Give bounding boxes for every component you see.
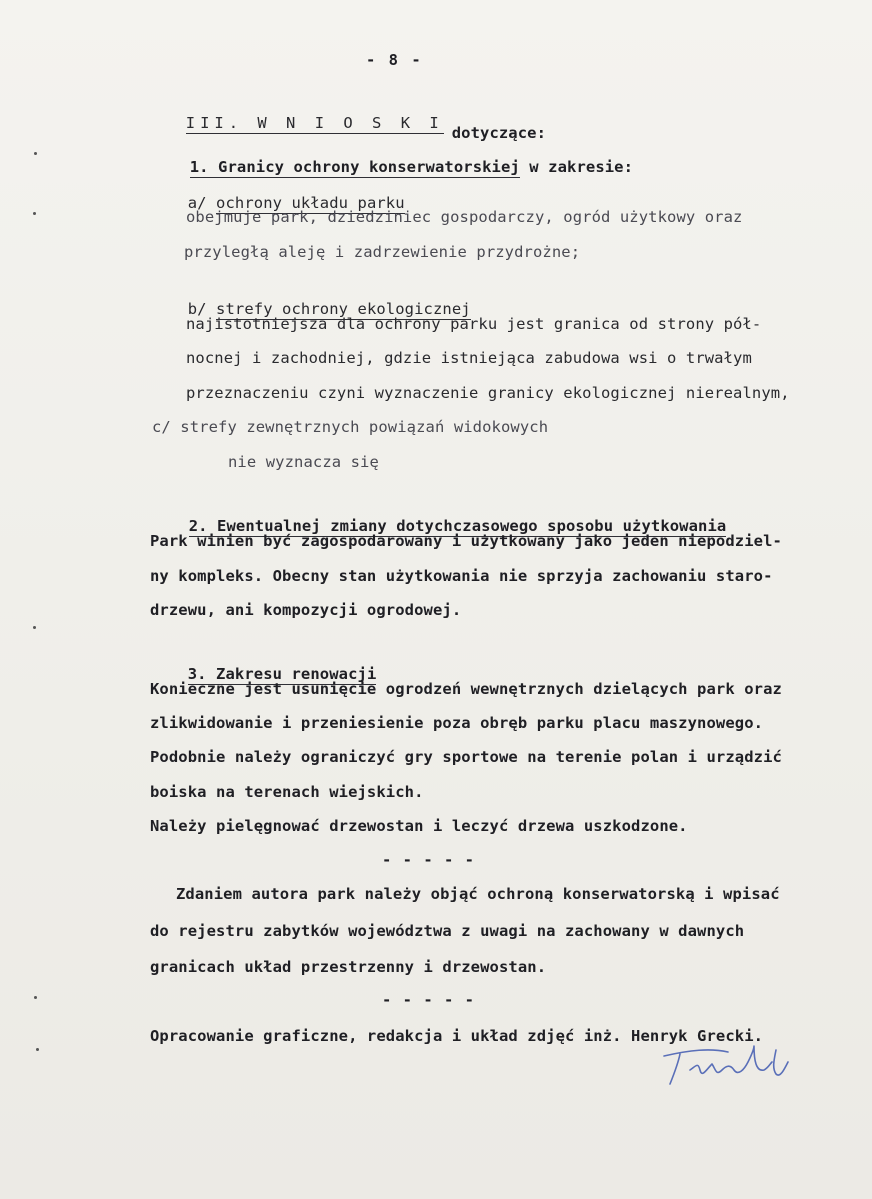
margin-punch-mark bbox=[34, 152, 37, 155]
heading-title: III. W N I O S K I bbox=[185, 114, 444, 132]
section-3-line-2: zlikwidowanie i przeniesienie poza obręb parku placu maszynowego. bbox=[150, 714, 764, 732]
item-a-title-text: ochrony układu parku bbox=[216, 194, 405, 212]
item-b-prefix: b/ bbox=[187, 300, 217, 318]
item-c-line-2: nie wyznacza się bbox=[228, 453, 379, 471]
separator-2: - - - - - bbox=[382, 991, 475, 1009]
handwritten-signature bbox=[650, 1040, 835, 1090]
item-c-line-1: c/ strefy zewnętrznych powiązań widokowych bbox=[152, 418, 549, 436]
section-3-line-1: Konieczne jest usunięcie ogrodzeń wewnętrznych dzielących park oraz bbox=[150, 680, 782, 698]
section-3-line-4: boiska na terenach wiejskich. bbox=[150, 783, 424, 801]
section-1-title-rest: w zakresie: bbox=[519, 158, 634, 176]
section-2-title-text: 2. Ewentualnej zmiany dotychczasowego sposobu użytkowania bbox=[188, 517, 727, 535]
section-3-line-5: Należy pielęgnować drzewostan i leczyć drzewa uszkodzone. bbox=[150, 817, 688, 835]
item-b-title-text: strefy ochrony ekologicznej bbox=[216, 300, 471, 318]
margin-punch-mark bbox=[36, 1048, 39, 1051]
section-3-title-text: 3. Zakresu renowacji bbox=[187, 665, 377, 683]
item-a-prefix: a/ bbox=[187, 194, 217, 212]
item-b-line-2: nocnej i zachodniej, gdzie istniejąca zabudowa wsi o trwałym bbox=[186, 349, 752, 367]
item-b-line-1: najistotniejsza dla ochrony parku jest granica od strony pół- bbox=[186, 315, 762, 333]
conclusion-line-2: do rejestru zabytków województwa z uwagi na zachowany w dawnych bbox=[150, 922, 745, 940]
section-2-line-2: ny kompleks. Obecny stan użytkowania nie sprzyja zachowaniu staro- bbox=[150, 567, 773, 585]
section-2-line-1: Park winien być zagospodarowany i użytkowany jako jeden niepodziel- bbox=[150, 532, 782, 550]
separator-1: - - - - - bbox=[382, 851, 475, 869]
page-number: - 8 - bbox=[366, 51, 423, 69]
heading-suffix: dotyczące: bbox=[451, 124, 547, 142]
conclusion-line-1: Zdaniem autora park należy objąć ochroną konserwatorską i wpisać bbox=[176, 885, 780, 903]
item-a-line-1: obejmuje park, dziedziniec gospodarczy, ogród użytkowy oraz bbox=[186, 208, 743, 226]
section-2-line-3: drzewu, ani kompozycji ogrodowej. bbox=[150, 601, 462, 619]
credits-line: Opracowanie graficzne, redakcja i układ zdjęć inż. Henryk Grecki. bbox=[150, 1027, 764, 1045]
section-3-line-3: Podobnie należy ograniczyć gry sportowe na terenie polan i urządzić bbox=[150, 748, 782, 766]
section-1-title-underlined: 1. Granicy ochrony konserwatorskiej bbox=[189, 158, 520, 176]
margin-punch-mark bbox=[33, 212, 36, 215]
item-b-line-3: przeznaczeniu czyni wyznaczenie granicy ekologicznej nierealnym, bbox=[186, 384, 790, 402]
item-a-line-2: przyległą aleję i zadrzewienie przydrożne; bbox=[184, 243, 581, 261]
margin-punch-mark bbox=[34, 996, 37, 999]
margin-punch-mark bbox=[33, 626, 36, 629]
conclusion-line-3: granicach układ przestrzenny i drzewostan. bbox=[150, 958, 547, 976]
